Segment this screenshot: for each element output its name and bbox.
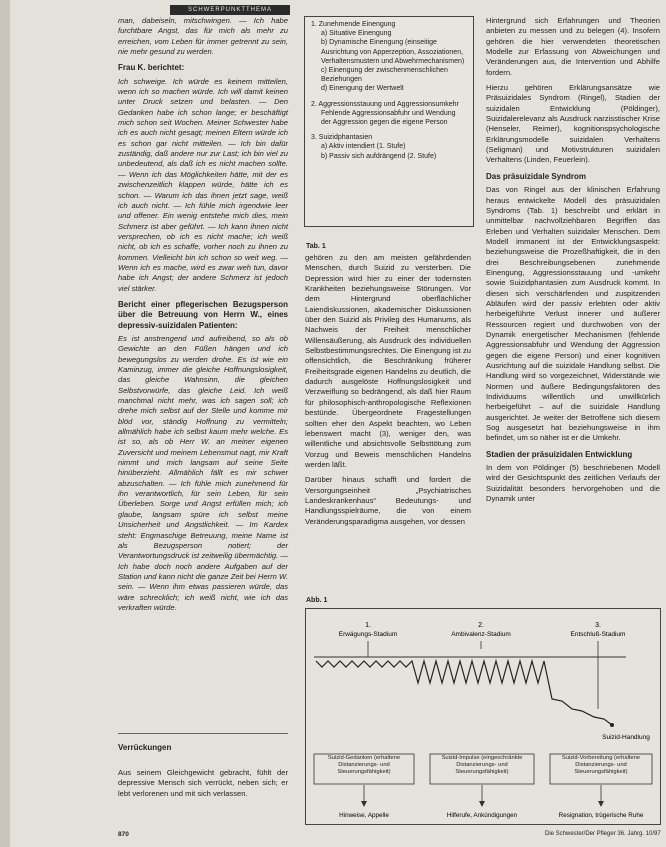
paragraph: Ich schweige. Ich würde es keinem mitteilen, wenn ich so machen würde. Ich will damit keinen unter Druck setzen und belasten. — Den Gedanken habe ich schon lange; er beschäftigt mich schon seit Wochen. Meiner Schwester habe ich es auch nicht gesagt; meinen Eltern würde ich es schon gar nicht mitteilen. — Ich bin dafür zuständig, daß andere nur zur Last; ich bin viel zu unbedeutend, als daß ich es nicht machen sollte. — Wenn ich das Möglichkeiten hätte, mit der es zwischenzeitlich klappen würde, hätte ich es schon. — Warum ich das ihnen jetzt sage, weiß ich auch nicht. — Ich fühle mich irgendwie leer und offener. Ein wenig entstehe mich dies, mein Schmerz ist aber geführt. — Ich kann ihnen nicht versprechen, ob ich es nicht mache; ich weiß nicht, ob ich es schaffe, vorher noch zu ihnen zu kommen. Vielleicht bin ich schon so weit weg. — Wenn ich es mache, wird es zwar weh tun, davor habe ich Angst; der andere Schmerz ist jedoch viel stärker. xyxy=(118,76,288,293)
suicidality-curve xyxy=(316,661,612,725)
divider xyxy=(118,733,288,734)
paragraph: Das von Ringel aus der klinischen Erfahrung heraus entwickelte Modell des präsuizidalen Syndroms (Tab. 1) beschreibt und erklärt in unmittelbar nachvollziehbaren Begriffen das Erleben und Verhalten suizidaler Menschen. Dem Modell immanent ist der Entwicklungsaspekt: beziehungsweise die Prozeßhaftigkeit, die in den drei Beschreibungsebenen zunehmende Einengung, Aggressionsstauung und -umkehr sowie Suizidphantasien zum Ausdruck kommt. In diesen sich verschärfenden und zuspitzenden Abläufen wird der passiv erlebten oder aktiv herbeigeführte Verlust innerer und äußerer Ressourcen regiert und durchwoben von der Dynamik energetischer Mechanismen (fehlende Aggressionsabfuhr und Wendung der Aggression gegen die eigene Person) und einer kognitiven Ausrichtung auf die suizidale Handlung selbst. Die Handlung wird so vorgezeichnet, Widerstände wie Normen und äußere Bedingungsfaktoren des Individuums willentlich und unwillkürlich herbeigeführt – auf die suizidale Handlung ausgerichtet. Je weiter der Betroffene sich diesem Sog ausgesetzt hat beziehungsweise in ihm befindet, um so näher ist er die Umkehr. xyxy=(486,185,660,443)
stage-sign: Hilferufe, Ankündigungen xyxy=(446,812,518,819)
table-group-title: 2. Aggressionsstauung und Aggressionsumkehr xyxy=(311,100,459,108)
page-number: 870 xyxy=(118,831,129,838)
table-item: b) Passiv sich aufdrängend (2. Stufe) xyxy=(321,152,437,160)
paragraph: Darüber hinaus schafft und fordert die Versorgungseinheit „Psychiatrisches Landeskrankenhaus“ Bedeutungs- und Handlungsspielräume, die von einem Veränderungsparadigma ausgehen, vor dessen xyxy=(305,475,471,526)
column-left-bottom xyxy=(118,768,288,804)
table-group-title: 1. Zunehmende Einengung xyxy=(311,21,396,28)
column-middle xyxy=(305,253,471,532)
stage-name: Erwägungs-Stadium xyxy=(338,631,398,638)
paragraph: Aus seinem Gleichgewicht gebracht, fühlt der depressive Mensch sich verrückt, neben sich; er lebt verlorenen und mit sich verlassen. xyxy=(118,768,288,798)
stage-number: 2. xyxy=(478,622,484,629)
stage-number: 3. xyxy=(595,622,601,629)
figure-caption: Abb. 1 xyxy=(306,597,328,604)
subheading: Bericht einer pflegerischen Bezugsperson über die Betreuung von Herrn W., eines depressiv-suizidalen Patienten: xyxy=(118,299,288,330)
stage-name: Entschluß-Stadium xyxy=(570,631,626,638)
table-item: a) Situative Einengung xyxy=(321,30,392,38)
column-left xyxy=(118,16,288,618)
binding-shadow xyxy=(0,0,10,847)
paragraph: man, dabeiseln, mitschwingen. — Ich habe furchtbare Angst, das für mich als mehr zu erreichen, vom Leben für immer getrennt zu sein, nie mehr gesund zu werden. xyxy=(118,16,288,57)
end-point xyxy=(610,723,614,727)
figure-box xyxy=(305,608,661,825)
paragraph: Hintergrund sich Erfahrungen und Theorien anbieten zu messen und zu belegen (4). Insofern gehören die hier verwendeten theoretischen Modelle zur Erfassung von Abweichungen und Veränderungen aus, die Intervention und Abhilfe fordern. xyxy=(486,16,660,77)
stage-number: 1. xyxy=(365,622,371,629)
section-heading: Stadien der präsuizidalen Entwicklung xyxy=(486,449,633,459)
paragraph: Es ist anstrengend und aufreibend, so als ob Gewichte an den Füßen hängen und ich bewegungslos zu werden drohe. Es ist wie ein Kaminzug, immer die gleiche Hoffnungslosigkeit, das gleiche Wahnsinn, die gleichen Selbstvorwürfe, das gleiche Leid. Ich weiß manchmal nicht mehr, was ich sagen soll; ich drehe mich selbst auf der Stelle und komme mir blöd vor, ständig Hoffnung zu vermitteln; allmählich habe ich selbst kaum mehr welche. Es ist so, als ob Herr W. an meiner eigenen Zuversicht und meinem Lebensmut nagt, mir Kraft nimmt und mich langsam auf seine Seite hinüberzieht. Allmählich fällt es mir schwer abzuschalten. — Ich fühle mich zunehmend für ihn verantwortlich, für sein Leben, für sein Überleben. Sorge und Angst erfüllen mich; ich glaube, langsam spüre ich selbst meine Unsicherheit und Angstlichkeit. — Im Kardex steht: Engmaschige Betreuung, meine Name ist als Bezugsperson notiert; der Verantwortungsdruck ist zeitweilig übermächtig. — Ich habe doch noch andere Aufgaben auf der Station und kann nicht die ganze Zeit bei Herrn W. sein. — Wenn ihm etwas passieren würde, das wäre schrecklich; ich weiß nicht, wie ich das verkraften würde. xyxy=(118,333,288,612)
section-heading: Das präsuizidale Syndrom xyxy=(486,171,587,181)
stage-sign: Resignation, trügerische Ruhe xyxy=(558,812,644,819)
end-label: Suizid-Handlung xyxy=(602,734,650,741)
stage-box-text: Suizid-Gedanken (erhaltene Distanzierungs- und Steuerungsfähigkeit) xyxy=(327,755,401,775)
journal-line: Die Schwester/Der Pfleger 36. Jahrg. 10/97 xyxy=(545,831,661,837)
table-item: c) Einengung der zwischenmenschlichen Beziehungen xyxy=(321,67,448,84)
table-item: b) Dynamische Einengung (einseitige Ausrichtung von Apperzeption, Assoziationen, Verhaltensmustern und Abwehrmechanismen) xyxy=(321,39,465,65)
arrow-head xyxy=(479,801,485,807)
paragraph: gehören zu den am meisten gefährdenden Menschen, durch Suizid zu versterben. Die Depression wird hier zu einer der todernsten Krankheiten beziehungsweise Störungen. Vor dem Hintergrund oberflächlicher Laiendiskussionen, akademischer Diskussionen über den Suizid als Privileg des Humanums, als Nachweis der Freiheit menschlicher Willensäußerung, als Ausdruck des individuellen Selbstbestimmungsrechtes. Die Einengung ist zu offensichtlich, die Beschränkung früherer Freiheitsgrade eigenen Handelns zu deutlich, die dadurch ausgelöste Hoffnungslosigkeit und Verzweiflung so bedrängend, als daß hier Raum für philosophisch-anthropologische Reflexionen bestünde. Übergeordnete Fragestellungen sollten eher den Aspekt beachten, wo Leben lebenswert macht (3), weniger den, was willentliche und absichtsvolle Selbsttötung zum Vorzug und Beweis menschlichen Handelns werden läßt. xyxy=(305,253,471,469)
arrow-head xyxy=(598,801,604,807)
table-item: d) Einengung der Wertwelt xyxy=(321,85,404,93)
section-label: SCHWERPUNKTTHEMA xyxy=(170,5,290,15)
table-caption: Tab. 1 xyxy=(306,243,326,250)
table-box xyxy=(304,16,474,227)
subheading: Frau K. berichtet: xyxy=(118,63,185,73)
paragraph: Hierzu gehören Erklärungsansätze wie Präsuizidales Syndrom (Ringel), Stadien der suizidalen Entwicklung (Pöldinger), Suizidalerelevanz als Ausdruck narzisstischer Krise (Henseler, Reimer), kognitionspsychologische Erklärungsmodelle suizidalen Verhaltens (Seligman) und Motivstrukturen suizidalen Verhaltens (Linden, Feuerlein). xyxy=(486,83,660,165)
arrow-head xyxy=(361,801,367,807)
stage-box-text: Suizid-Impulse (eingeschränkte Distanzierungs- und Steuerungsfähigkeit) xyxy=(441,755,523,775)
table-group-title: 3. Suizidphantasien xyxy=(311,134,373,142)
table-item: a) Aktiv intendiert (1. Stufe) xyxy=(321,143,406,151)
stage-name: Ambivalenz-Stadium xyxy=(451,631,511,638)
column-right xyxy=(486,16,660,509)
stage-box-text: Suizid-Vorbereitung (erhaltene Distanzierungs- und Steuerungsfähigkeit) xyxy=(561,755,641,775)
table-item: Fehlende Aggressionsabfuhr und Wendung der Aggression gegen die eigene Person xyxy=(321,109,456,127)
stage-sign: Hinweise, Appelle xyxy=(339,812,389,819)
stage-diagram xyxy=(306,609,660,824)
paragraph: In dem von Pöldinger (5) beschriebenen Modell wird der Gesichtspunkt des zeitlichen Verlaufs der Suizidalität besonders hervorgehoben und die Dynamik unter xyxy=(486,463,660,504)
section-heading: Verrückungen xyxy=(118,743,172,752)
